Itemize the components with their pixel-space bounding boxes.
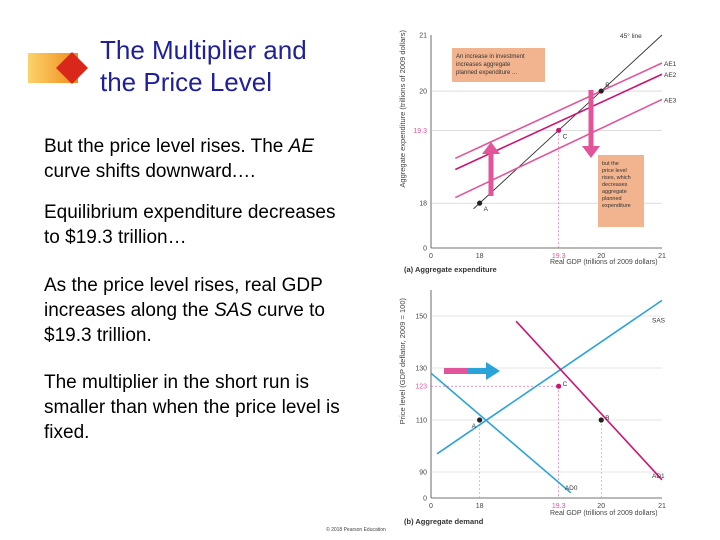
chart-b-y-tick: 150 [415,313,427,321]
chart-b-series-line [431,373,571,493]
chart-a-x-tick: 21 [658,253,666,260]
chart-b-x-tick: 20 [597,503,606,510]
chart-b-series-line [516,321,662,480]
chart-a-note-top: An increase in investment increases aggregate planned expenditure ... [456,54,525,76]
chart-b-x-tick: 0 [429,503,433,510]
paragraph-3-text-b: curve to $19.3 trillion. [44,300,325,346]
paragraph-1 [44,134,364,184]
chart-b-y-tick: 130 [415,365,427,373]
chart-a-series-label: AE3 [664,97,677,105]
chart-a-x-tick: 19.3 [551,253,566,260]
chart-a-point [599,88,604,93]
copyright-text: © 2018 Pearson Education [326,527,386,533]
chart-b-y-tick: 110 [415,417,427,425]
chart-a-point [477,201,482,206]
chart-a-point [556,128,561,133]
chart-b-x-tick: 21 [658,503,666,510]
chart-a-point-label: C [562,133,568,141]
paragraph-1-text-a: But the price level rises. The [44,136,289,157]
chart-b-arrow-head [486,362,500,380]
chart-b-point [477,417,482,422]
chart-b-y-tick: 90 [419,469,427,477]
chart-a-y-tick: 0 [423,245,427,253]
chart-a-note-bottom: but the price level rises, which decreases aggregate planned expenditure [602,161,631,209]
paragraph-1-text-italic: AE [288,136,315,157]
chart-b-point [599,417,604,422]
chart-b-caption: (b) Aggregate demand [404,517,484,526]
chart-a-xlabel: Real GDP (trillions of 2009 dollars) [550,259,658,266]
chart-b-series-label: AD0 [564,484,578,492]
chart-a-x-tick: 0 [429,253,433,260]
chart-a-point-label: B [605,82,610,90]
chart-b-series-label: SAS [652,317,666,325]
slide-title [100,34,400,98]
chart-a-series-label: 45° line [620,33,642,40]
chart-b-point-label: B [605,415,610,422]
chart-a-ylabel: Aggregate expenditure (trillions of 2009 dollars) [398,30,407,188]
chart-a-y-tick: 21 [419,32,427,40]
chart-a-series-label: AE1 [664,61,677,69]
chart-b-ylabel: Price level (GDP deflator, 2009 = 100) [398,298,407,425]
chart-a-down-arrow-head [582,146,600,158]
chart-a-series-label: AE2 [664,72,677,80]
paragraph-1-text-b: curve shifts downward.… [44,161,257,182]
chart-b-xlabel: Real GDP (trillions of 2009 dollars) [550,510,658,517]
chart-b-point [556,384,561,389]
chart-a-x-tick: 18 [475,253,484,260]
chart-b-series-line [437,300,662,453]
title-line-1: The Multiplier and [100,35,307,65]
chart-a-caption: (a) Aggregate expenditure [404,265,497,274]
chart-b-point-label: A [471,423,476,430]
chart-b-point-label: C [562,381,568,389]
chart-a-point-label: A [483,206,488,214]
chart-a-x-tick: 20 [597,253,606,260]
chart-a-up-arrow-head [482,142,500,154]
paragraph-3-text-italic: SAS [214,300,253,321]
paragraph-3-text-a: As the price level rises, real GDP increases along the [44,275,323,321]
chart-a-y-tick: 19.3 [413,127,427,135]
paragraph-2-text: Equilibrium expenditure decreases to $19.3 trillion… [44,202,336,248]
chart-b-x-tick: 18 [475,503,484,510]
chart-b-series-label: AD1 [652,472,665,480]
paragraph-4-text: The multiplier in the short run is smaller than when the price level is fixed. [44,372,340,443]
logo-icon [28,48,94,88]
chart-a-y-tick: 18 [419,200,427,208]
title-line-2: the Price Level [100,67,272,97]
aggregate-expenditure-chart [398,29,677,274]
paragraph-4 [44,370,354,445]
economics-charts [396,20,716,532]
chart-a-y-tick: 20 [419,88,427,96]
paragraph-3 [44,273,364,348]
paragraph-2 [44,200,344,250]
chart-b-y-tick: 0 [423,495,427,503]
chart-b-x-tick: 19.3 [551,503,566,510]
aggregate-demand-chart [398,290,666,526]
chart-b-y-tick: 123 [415,383,427,391]
